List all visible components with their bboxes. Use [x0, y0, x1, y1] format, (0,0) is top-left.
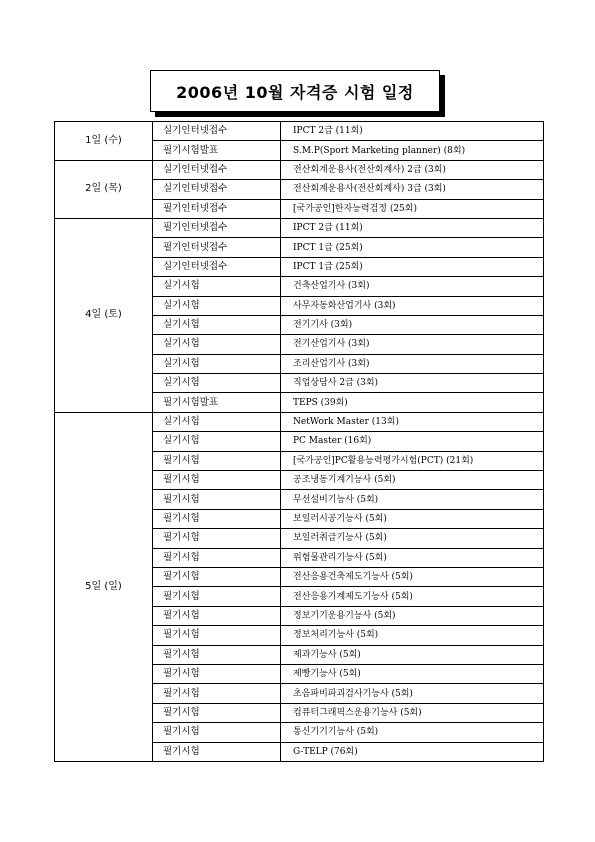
exam-type-cell: 실기인터넷접수 — [153, 160, 281, 179]
exam-type-cell: 실기시험 — [153, 354, 281, 373]
exam-type-cell: 실기시험 — [153, 296, 281, 315]
exam-name-cell: 전산응용건축제도기능사 (5회) — [281, 567, 544, 586]
exam-type-cell: 실기인터넷접수 — [153, 257, 281, 276]
exam-type-cell: 필기시험 — [153, 626, 281, 645]
exam-type-cell: 실기시험 — [153, 412, 281, 431]
exam-type-cell: 필기시험 — [153, 509, 281, 528]
exam-type-cell: 필기시험발표 — [153, 141, 281, 160]
exam-type-cell: 실기시험 — [153, 277, 281, 296]
exam-name-cell: 사무자동화산업기사 (3회) — [281, 296, 544, 315]
exam-name-cell: 보일러취급기능사 (5회) — [281, 529, 544, 548]
exam-type-cell: 실기인터넷접수 — [153, 122, 281, 141]
exam-name-cell: 공조냉동기계기능사 (5회) — [281, 471, 544, 490]
exam-name-cell: [국가공인]한자능력검정 (25회) — [281, 199, 544, 218]
exam-name-cell: 전산회계운용사(전산회계사) 2급 (3회) — [281, 160, 544, 179]
exam-type-cell: 필기인터넷접수 — [153, 218, 281, 237]
schedule-row — [55, 412, 544, 431]
exam-name-cell: 제과기능사 (5회) — [281, 645, 544, 664]
exam-name-cell: 전산회계운용사(전산회계사) 3급 (3회) — [281, 180, 544, 199]
exam-type-cell: 필기시험 — [153, 471, 281, 490]
exam-name-cell: 전기기사 (3회) — [281, 315, 544, 334]
page-title — [150, 70, 440, 112]
exam-name-cell: TEPS (39회) — [281, 393, 544, 412]
exam-name-cell: IPCT 1급 (25회) — [281, 257, 544, 276]
exam-name-cell: PC Master (16회) — [281, 432, 544, 451]
exam-type-cell: 실기시험 — [153, 374, 281, 393]
exam-name-cell: [국가공인]PC활용능력평가시험(PCT) (21회) — [281, 451, 544, 470]
exam-name-cell: 건축산업기사 (3회) — [281, 277, 544, 296]
exam-type-cell: 실기인터넷접수 — [153, 180, 281, 199]
exam-type-cell: 필기시험 — [153, 548, 281, 567]
exam-name-cell: NetWork Master (13회) — [281, 412, 544, 431]
exam-type-cell: 필기시험 — [153, 684, 281, 703]
exam-type-cell: 필기시험 — [153, 587, 281, 606]
exam-type-cell: 필기시험 — [153, 664, 281, 683]
exam-name-cell: 초음파비파괴검사기능사 (5회) — [281, 684, 544, 703]
date-cell: 2일 (목) — [55, 160, 153, 218]
date-cell: 5일 (일) — [55, 412, 153, 761]
schedule-row — [55, 160, 544, 179]
exam-name-cell: 무선설비기능사 (5회) — [281, 490, 544, 509]
exam-type-cell: 필기시험 — [153, 567, 281, 586]
exam-name-cell: 전산응용기계제도기능사 (5회) — [281, 587, 544, 606]
exam-name-cell: 통신기기기능사 (5회) — [281, 723, 544, 742]
exam-name-cell: 정보기기운용기능사 (5회) — [281, 606, 544, 625]
exam-type-cell: 필기시험발표 — [153, 393, 281, 412]
exam-name-cell: 위험물관리기능사 (5회) — [281, 548, 544, 567]
exam-type-cell: 필기시험 — [153, 490, 281, 509]
exam-type-cell: 필기시험 — [153, 723, 281, 742]
schedule-body — [55, 122, 544, 762]
exam-type-cell: 실기시험 — [153, 432, 281, 451]
exam-type-cell: 필기시험 — [153, 645, 281, 664]
schedule-row — [55, 218, 544, 237]
exam-type-cell: 필기시험 — [153, 742, 281, 761]
exam-name-cell: 전기산업기사 (3회) — [281, 335, 544, 354]
page-title-text: 2006년 10월 자격증 시험 일정 — [176, 82, 414, 102]
schedule-row — [55, 122, 544, 141]
exam-name-cell: S.M.P(Sport Marketing planner) (8회) — [281, 141, 544, 160]
exam-name-cell: IPCT 1급 (25회) — [281, 238, 544, 257]
exam-type-cell: 필기시험 — [153, 529, 281, 548]
exam-type-cell: 필기인터넷접수 — [153, 199, 281, 218]
exam-name-cell: 제빵기능사 (5회) — [281, 664, 544, 683]
exam-name-cell: 정보처리기능사 (5회) — [281, 626, 544, 645]
exam-name-cell: IPCT 2급 (11회) — [281, 122, 544, 141]
exam-type-cell: 실기시험 — [153, 335, 281, 354]
exam-type-cell: 필기인터넷접수 — [153, 238, 281, 257]
exam-type-cell: 필기시험 — [153, 703, 281, 722]
exam-name-cell: G-TELP (76회) — [281, 742, 544, 761]
exam-type-cell: 필기시험 — [153, 451, 281, 470]
exam-name-cell: 조리산업기사 (3회) — [281, 354, 544, 373]
exam-name-cell: 보일러시공기능사 (5회) — [281, 509, 544, 528]
exam-name-cell: 컴퓨터그래픽스운용기능사 (5회) — [281, 703, 544, 722]
schedule-table — [54, 121, 544, 762]
date-cell: 1일 (수) — [55, 122, 153, 161]
exam-name-cell: IPCT 2급 (11회) — [281, 218, 544, 237]
exam-name-cell: 직업상담사 2급 (3회) — [281, 374, 544, 393]
exam-type-cell: 필기시험 — [153, 606, 281, 625]
date-cell: 4일 (토) — [55, 218, 153, 412]
exam-type-cell: 실기시험 — [153, 315, 281, 334]
